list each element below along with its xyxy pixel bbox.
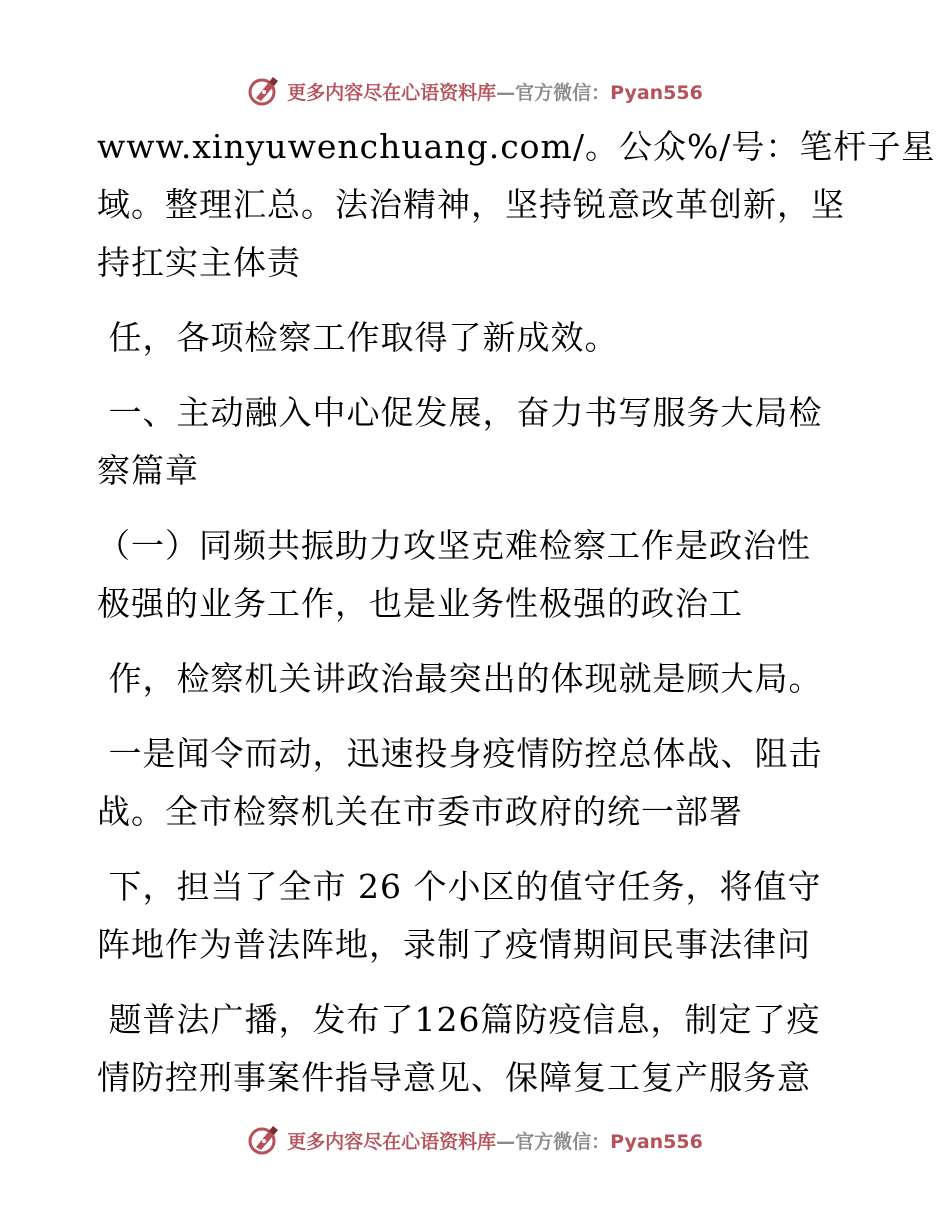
body-line: （一）同频共振助力攻坚克难检察工作是政治性 — [97, 526, 811, 565]
body-line: 察篇章 — [97, 451, 199, 490]
body-line: www.xinyuwenchuang.com/。公众%/号：笔杆子星 — [97, 127, 936, 166]
body-line: 极强的业务工作，也是业务性极强的政治工 — [97, 584, 743, 623]
body-line: 情防控刑事案件指导意见、保障复工复产服务意 — [97, 1058, 811, 1097]
body-line: 题普法广播，发布了126篇防疫信息，制定了疫 — [97, 1000, 821, 1039]
watermark-main-text: 更多内容尽在心语资料库 — [287, 81, 497, 104]
body-line: 持扛实主体责 — [97, 243, 301, 282]
watermark-dash: — — [496, 1130, 516, 1153]
watermark-main-text: 更多内容尽在心语资料库 — [287, 1130, 497, 1153]
watermark-sub-text: 官方微信： — [515, 1130, 611, 1153]
watermark-dash: — — [496, 81, 516, 104]
body-line: 战。全市检察机关在市委市政府的统一部署 — [97, 792, 743, 831]
body-line: 一是闻令而动，迅速投身疫情防控总体战、阻击 — [97, 734, 823, 773]
body-line: 阵地作为普法阵地，录制了疫情期间民事法律问 — [97, 925, 811, 964]
body-line: 下，担当了全市 26 个小区的值守任务，将值守 — [97, 867, 822, 906]
body-line: 一、主动融入中心促发展，奋力书写服务大局检 — [97, 393, 823, 432]
pen-nib-circle-icon — [247, 1123, 281, 1157]
watermark-sub-text: 官方微信： — [515, 81, 611, 104]
watermark-text — [287, 1127, 703, 1154]
watermark-footer — [0, 1120, 950, 1160]
body-line: 任，各项检察工作取得了新成效。 — [97, 318, 619, 357]
watermark-wechat-id: Pyan556 — [610, 1130, 703, 1153]
body-line: 域。整理汇总。法治精神，坚持锐意改革创新，坚 — [97, 185, 845, 224]
body-line: 作，检察机关讲政治最突出的体现就是顾大局。 — [97, 659, 823, 698]
watermark-wechat-id: Pyan556 — [610, 81, 703, 104]
